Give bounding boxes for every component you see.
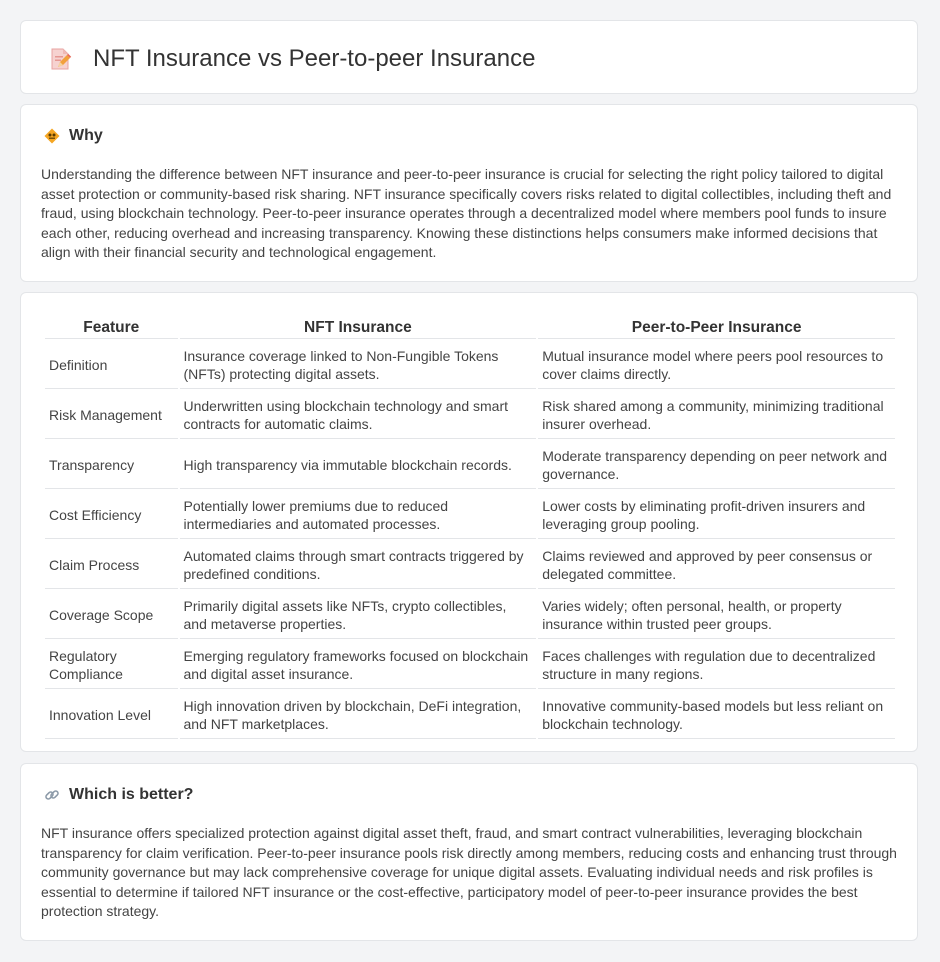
table-row (45, 441, 895, 489)
feature-cell: Claim Process (45, 541, 178, 589)
which-better-heading: Which is better? (69, 786, 194, 803)
nft-cell: High transparency via immutable blockchain records. (180, 441, 537, 489)
page-title: NFT Insurance vs Peer-to-peer Insurance (93, 45, 536, 72)
table-row (45, 691, 895, 739)
why-section (20, 104, 918, 282)
header-feature: Feature (45, 317, 178, 339)
comparison-section (20, 292, 918, 752)
table-row (45, 541, 895, 589)
p2p-cell: Innovative community-based models but less reliant on blockchain technology. (538, 691, 895, 739)
table-row (45, 341, 895, 389)
feature-cell: Transparency (45, 441, 178, 489)
feature-cell: Risk Management (45, 391, 178, 439)
nft-cell: Automated claims through smart contracts triggered by predefined conditions. (180, 541, 537, 589)
nft-cell: Emerging regulatory frameworks focused on blockchain and digital asset insurance. (180, 641, 537, 689)
table-row (45, 591, 895, 639)
p2p-cell: Faces challenges with regulation due to decentralized structure in many regions. (538, 641, 895, 689)
table-row (45, 641, 895, 689)
diamond-sign-icon (43, 127, 61, 145)
feature-cell: Cost Efficiency (45, 491, 178, 539)
p2p-cell: Moderate transparency depending on peer network and governance. (538, 441, 895, 489)
p2p-cell: Claims reviewed and approved by peer consensus or delegated committee. (538, 541, 895, 589)
why-text: Understanding the difference between NFT insurance and peer-to-peer insurance is crucial for selecting the right policy tailored to digital asset protection or community-based risk sharing. NFT insurance specifically covers risks related to digital collectibles, including theft and fraud, using blockchain technology. Peer-to-peer insurance operates through a decentralized model where members pool funds to insure each other, reducing overhead and increasing transparency. Knowing these distinctions helps consumers make informed decisions that align with their financial security and technological engagement. (41, 166, 892, 261)
nft-cell: Underwritten using blockchain technology and smart contracts for automatic claims. (180, 391, 537, 439)
p2p-cell: Varies widely; often personal, health, or property insurance within trusted peer groups. (538, 591, 895, 639)
why-heading: Why (69, 127, 103, 144)
nft-cell: Primarily digital assets like NFTs, crypto collectibles, and metaverse properties. (180, 591, 537, 639)
p2p-cell: Lower costs by eliminating profit-driven insurers and leveraging group pooling. (538, 491, 895, 539)
table-row (45, 391, 895, 439)
table-header-row (45, 317, 895, 339)
p2p-cell: Risk shared among a community, minimizing traditional insurer overhead. (538, 391, 895, 439)
feature-cell: Regulatory Compliance (45, 641, 178, 689)
title-card (20, 20, 918, 94)
nft-cell: High innovation driven by blockchain, DeFi integration, and NFT marketplaces. (180, 691, 537, 739)
table-row (45, 491, 895, 539)
feature-cell: Innovation Level (45, 691, 178, 739)
feature-cell: Definition (45, 341, 178, 389)
header-p2p: Peer-to-Peer Insurance (538, 317, 895, 339)
which-better-text: NFT insurance offers specialized protection against digital asset theft, fraud, and smart contract vulnerabilities, leveraging blockchain transparency for claim verification. Peer-to-peer insurance pools risk directly among members, reducing costs and enhancing trust through community governance but may lack comprehensive coverage for unique digital assets. Evaluating individual needs and risk profiles is essential to determine if tailored NFT insurance or the cost-effective, participatory model of peer-to-peer insurance provides the best protection strategy. (41, 825, 897, 920)
feature-cell: Coverage Scope (45, 591, 178, 639)
document-edit-icon (47, 46, 73, 72)
p2p-cell: Mutual insurance model where peers pool resources to cover claims directly. (538, 341, 895, 389)
nft-cell: Insurance coverage linked to Non-Fungible Tokens (NFTs) protecting digital assets. (180, 341, 537, 389)
header-nft: NFT Insurance (180, 317, 537, 339)
link-icon (43, 786, 61, 804)
which-better-section (20, 763, 918, 941)
nft-cell: Potentially lower premiums due to reduced intermediaries and automated processes. (180, 491, 537, 539)
comparison-table (43, 315, 897, 741)
